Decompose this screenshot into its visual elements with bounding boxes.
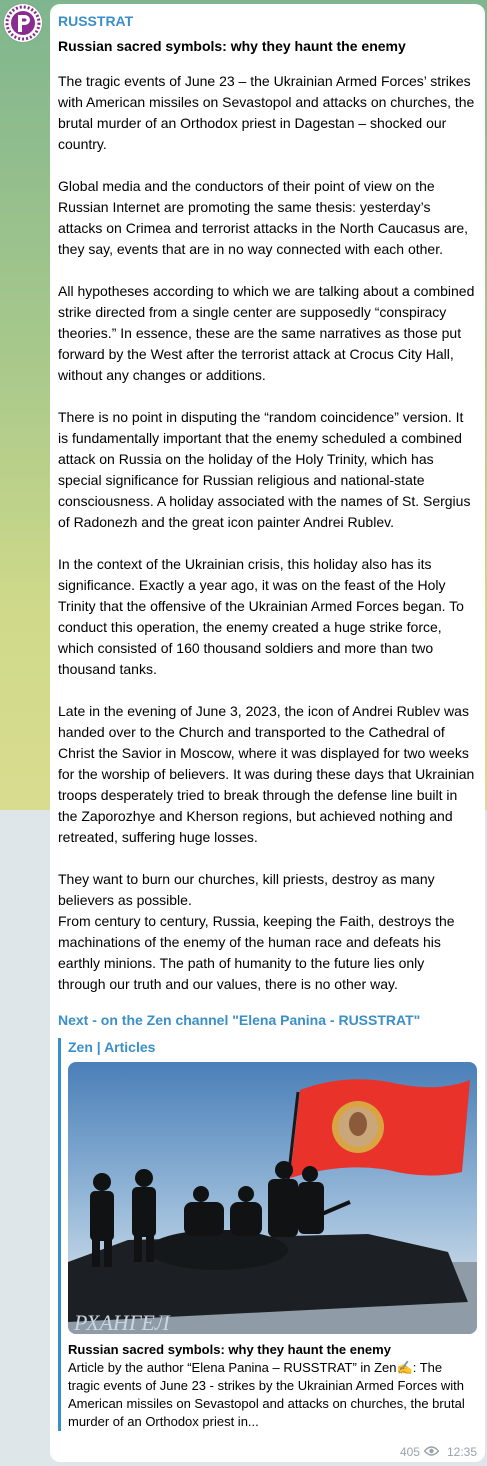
post-paragraph-2: Global media and the conductors of their point of view on the Russian Internet are promoting the same thesis: yesterday’s attacks on Crimea and terrorist attacks in the North Caucasus are, they say, events that are in no way connected with each other. xyxy=(58,178,469,257)
link-preview[interactable] xyxy=(58,1038,466,1431)
post-paragraph-6: Late in the evening of June 3, 2023, the icon of Andrei Rublev was handed over to the Church and transported to the Cathedral of Christ the Savior in Moscow, where it was displayed for two weeks for the worship of believers. It was during these days that Ukrainian troops desperately tried to break through the defense line built in the Zaporozhye and Kherson regions, but achieved nothing and retreated, suffering huge losses. xyxy=(58,703,475,845)
channel-avatar[interactable] xyxy=(4,4,42,42)
channel-logo-icon xyxy=(4,4,42,42)
channel-name[interactable]: RUSSTRAT xyxy=(58,13,134,29)
post-paragraph-8: From century to century, Russia, keeping the Faith, destroys the machinations of the enemy of the human race and defeats his earthly minions. The path of humanity to the future lies only through our truth and our values, there is no other way. xyxy=(58,913,455,992)
message-meta xyxy=(400,1444,477,1460)
post-title: Russian sacred symbols: why they haunt the enemy xyxy=(58,38,406,54)
view-count: 405 xyxy=(399,1445,420,1459)
post-paragraph-4: There is no point in disputing the “random coincidence” version. It is fundamentally important that the enemy scheduled a combined attack on Russia on the holiday of the Holy Trinity, which has special significance for Russian religious and national-state consciousness. A holiday associated with the names of St. Sergius of Radonezh and the great icon painter Andrei Rublev. xyxy=(58,409,471,530)
eye-icon xyxy=(424,1444,439,1460)
message-bubble xyxy=(50,4,485,1462)
preview-description: Article by the author “Elena Panina – RUSSTRAT” in Zen✍️: The tragic events of June 23 - strikes by the Ukrainian Armed Forces with American missiles on Sevastopol and attacks on churches, the brutal murder of an Orthodox priest in... xyxy=(68,1360,465,1429)
post-paragraph-1: The tragic events of June 23 – the Ukrainian Armed Forces’ strikes with American missiles on Sevastopol and attacks on churches, the brutal murder of an Orthodox priest in Dagestan – shocked our country. xyxy=(58,73,475,152)
vehicle-lettering: РХАНГЕЛ xyxy=(74,1310,170,1334)
post-paragraph-3: All hypotheses according to which we are talking about a combined strike directed from a single center are supposedly “conspiracy theories.” In essence, these are the same narratives as those put forward by the West after the terrorist attack at Crocus City Hall, without any changes or additions. xyxy=(58,283,475,383)
preview-title: Russian sacred symbols: why they haunt the enemy xyxy=(68,1342,391,1357)
message-time: 12:35 xyxy=(446,1445,477,1459)
soldiers-flag-photo xyxy=(68,1062,477,1334)
post-paragraph-5: In the context of the Ukrainian crisis, this holiday also has its significance. Exactly a year ago, it was on the feast of the Holy Trinity that the offensive of the Ukrainian Armed Forces began. To conduct this operation, the enemy created a huge strike force, which consisted of 160 thousand soldiers and more than two thousand tanks. xyxy=(58,556,464,677)
preview-image[interactable] xyxy=(68,1062,477,1334)
preview-site-name: Zen | Articles xyxy=(68,1039,156,1055)
next-zen-link[interactable]: Next - on the Zen channel "Elena Panina - RUSSTRAT" xyxy=(58,1012,421,1028)
post-paragraph-7: They want to burn our churches, kill priests, destroy as many believers as possible. xyxy=(58,871,435,908)
